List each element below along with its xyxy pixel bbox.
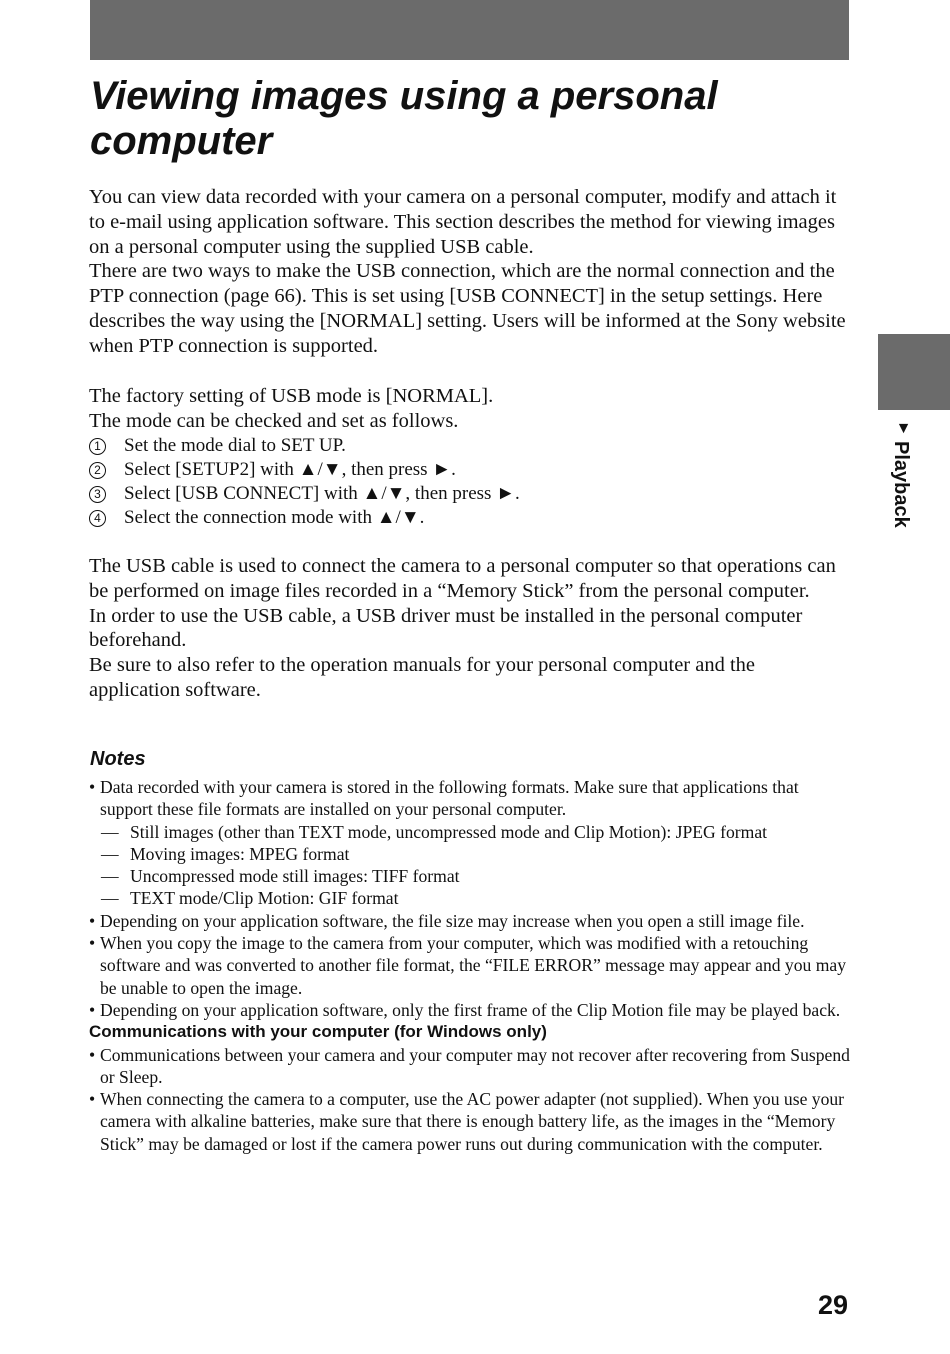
step-number: 4 — [89, 510, 106, 527]
step-text: Select [SETUP2] with ▲/▼, then press ►. — [124, 459, 456, 480]
intro-paragraph-2: There are two ways to make the USB connection, which are the normal connection and the PTP connection (page 66). This is set using [USB CONNECT] in the setup settings. Here describes the way using the [NORMAL] setting. Users will be informed at the Sony website when PTP connection is supported. — [89, 260, 846, 357]
steps-list — [89, 434, 849, 530]
format-item: — Uncompressed mode still images: TIFF format — [89, 865, 851, 887]
step-item — [89, 506, 849, 530]
format-item: — Still images (other than TEXT mode, uncompressed mode and Clip Motion): JPEG format — [89, 821, 851, 843]
usb-mode-line-2: The mode can be checked and set as follows. — [89, 409, 459, 432]
notes-heading: Notes — [90, 748, 146, 770]
step-number: 3 — [89, 486, 106, 503]
format-item: — TEXT mode/Clip Motion: GIF format — [89, 887, 851, 909]
step-number: 2 — [89, 462, 106, 479]
usb-cable-paragraph-3: Be sure to also refer to the operation manuals for your personal computer and the application software. — [89, 654, 756, 701]
intro-paragraph-1: You can view data recorded with your camera on a personal computer, modify and attach it to e-mail using application software. This section describes the method for viewing images on a personal computer using the supplied USB cable. — [89, 186, 837, 258]
step-item — [89, 458, 849, 482]
page-number: 29 — [817, 1290, 848, 1320]
note-item: • Data recorded with your camera is stored in the following formats. Make sure that applications that support these file formats are installed on your personal computer. — [89, 776, 851, 821]
section-tab — [878, 334, 950, 410]
usb-cable-paragraph-2: In order to use the USB cable, a USB driver must be installed in the personal computer beforehand. — [89, 604, 803, 652]
format-item: — Moving images: MPEG format — [89, 843, 851, 865]
communications-heading: Communications with your computer (for Windows only) — [89, 1022, 547, 1042]
communications-item: • When connecting the camera to a computer, use the AC power adapter (not supplied). When you use your camera with alkaline batteries, make sure that there is enough battery life, as the images in the “Memory Stick” may be damaged or lost if the camera power runs out during communication with the computer. — [89, 1088, 851, 1155]
step-item — [89, 482, 849, 506]
section-label-text: Playback — [890, 441, 912, 528]
step-text: Select the connection mode with ▲/▼. — [124, 507, 425, 528]
section-label — [862, 420, 912, 550]
note-item: • Depending on your application software, the file size may increase when you open a still image file. — [89, 910, 851, 932]
communications-item: • Communications between your camera and your computer may not recover after recovering from Suspend or Sleep. — [89, 1044, 851, 1089]
page-title: Viewing images using a personal computer — [90, 74, 718, 163]
notes-section — [89, 776, 851, 1155]
step-text: Set the mode dial to SET UP. — [124, 435, 346, 456]
usb-cable-section — [89, 554, 849, 703]
triangle-down-icon: ▼ — [895, 420, 912, 437]
intro-section — [89, 185, 849, 359]
usb-mode-line-1: The factory setting of USB mode is [NORMAL]. — [89, 385, 494, 407]
header-bar — [90, 0, 849, 60]
usb-cable-paragraph-1: The USB cable is used to connect the camera to a personal computer so that operations can be performed on image files recorded in a “Memory Stick” from the personal computer. — [89, 555, 836, 602]
step-item — [89, 434, 849, 458]
usb-mode-section — [89, 384, 849, 434]
note-item: • When you copy the image to the camera from your computer, which was modified with a retouching software and was converted to another file format, the “FILE ERROR” message may appear and you may be unable to open the image. — [89, 932, 851, 999]
step-number: 1 — [89, 438, 106, 455]
note-item: • Depending on your application software, only the first frame of the Clip Motion file may be played back. — [89, 999, 851, 1021]
step-text: Select [USB CONNECT] with ▲/▼, then press ►. — [124, 483, 520, 504]
